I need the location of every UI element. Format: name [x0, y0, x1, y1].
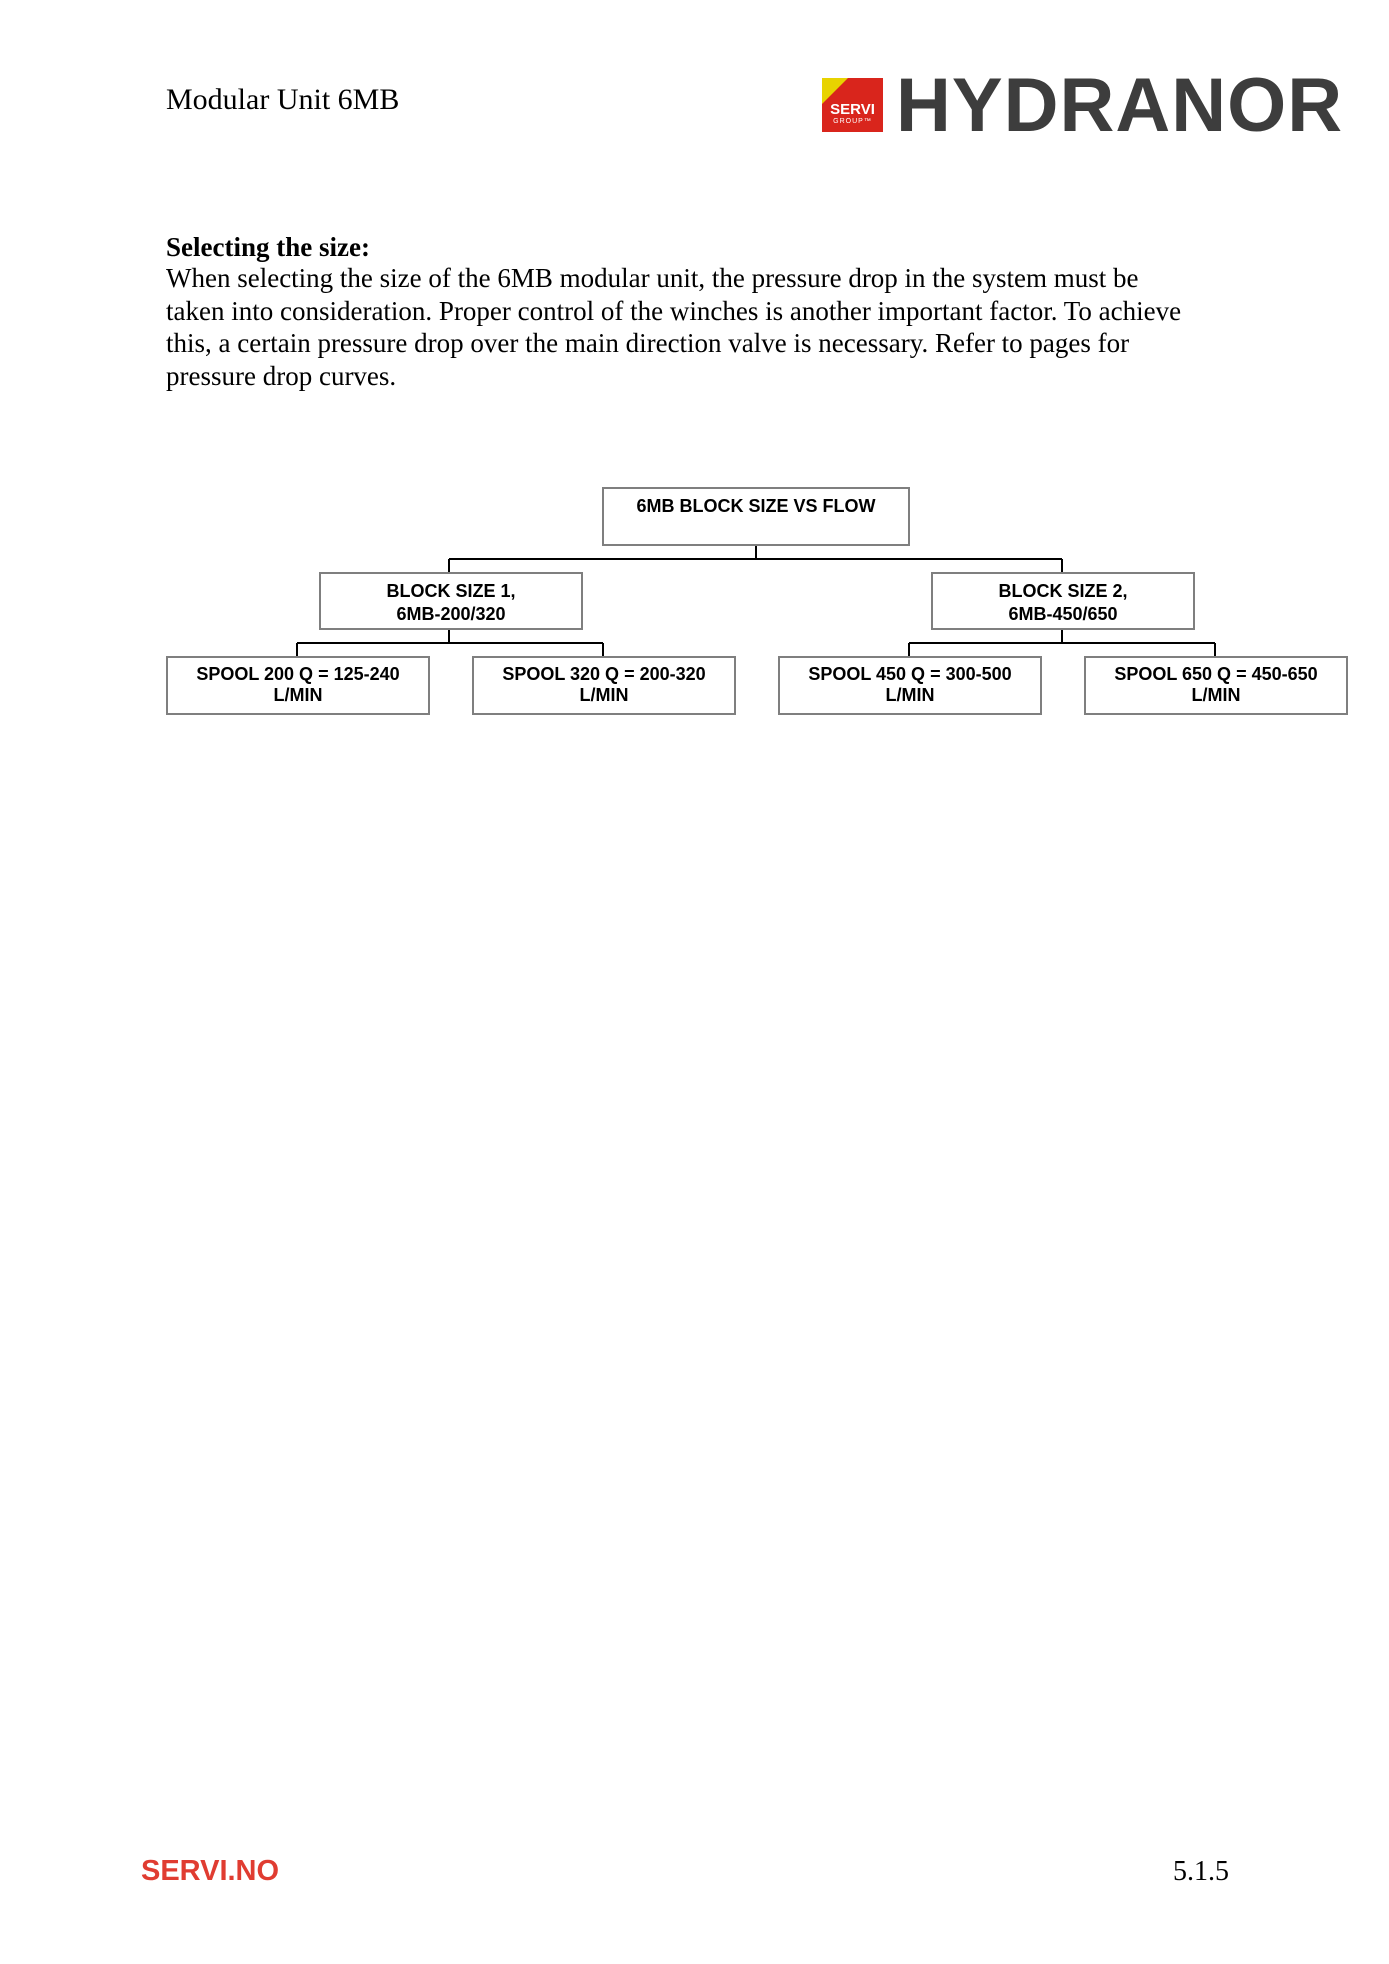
diagram-spool-node — [779, 657, 1041, 714]
root-node-label: 6MB BLOCK SIZE VS FLOW — [636, 496, 876, 516]
body-line: taken into consideration. Proper control of the winches is another important factor. To achieve — [166, 295, 1182, 326]
section-heading: Selecting the size: — [166, 232, 370, 262]
logo-badge-bottom-text: GROUP™ — [833, 118, 872, 125]
diagram-block-node — [320, 573, 582, 629]
logo-badge-top-text: SERVI — [830, 101, 875, 118]
block-node-label-line1: BLOCK SIZE 1, — [386, 581, 516, 601]
spool-node-label-line2: L/MIN — [579, 685, 629, 705]
body-line: this, a certain pressure drop over the main direction valve is necessary. Refer to pages for — [166, 328, 1130, 358]
body-line: When selecting the size of the 6MB modular unit, the pressure drop in the system must be — [166, 263, 1139, 293]
block-node-label-line2: 6MB-200/320 — [396, 604, 506, 624]
spool-node-label-line2: L/MIN — [1191, 685, 1241, 705]
document-title: Modular Unit 6MB — [166, 83, 400, 116]
spool-node-label-line1: SPOOL 650 Q = 450-650 — [1114, 664, 1318, 684]
spool-node-label-line1: SPOOL 320 Q = 200-320 — [502, 664, 706, 684]
connector-block1-to-spools — [297, 630, 603, 656]
block-node-label-line2: 6MB-450/650 — [1008, 604, 1118, 624]
diagram-root-node — [603, 488, 909, 545]
connector-root-to-blocks — [449, 546, 1062, 572]
spool-node-label-line2: L/MIN — [885, 685, 935, 705]
footer-website-link[interactable]: SERVI.NO — [141, 1855, 280, 1887]
spool-node-label-line1: SPOOL 450 Q = 300-500 — [808, 664, 1012, 684]
brand-wordmark: HYDRANOR — [896, 63, 1344, 148]
block-size-flow-diagram — [0, 0, 1389, 760]
page-number: 5.1.5 — [1173, 1856, 1229, 1887]
body-line: pressure drop curves. — [166, 360, 397, 391]
diagram-spool-node — [167, 657, 429, 714]
diagram-block-node — [932, 573, 1194, 629]
spool-node-label-line2: L/MIN — [273, 685, 323, 705]
diagram-spool-node — [473, 657, 735, 714]
diagram-spool-node — [1085, 657, 1347, 714]
spool-node-label-line1: SPOOL 200 Q = 125-240 — [196, 664, 400, 684]
connector-block2-to-spools — [909, 630, 1215, 656]
block-node-label-line1: BLOCK SIZE 2, — [998, 581, 1128, 601]
